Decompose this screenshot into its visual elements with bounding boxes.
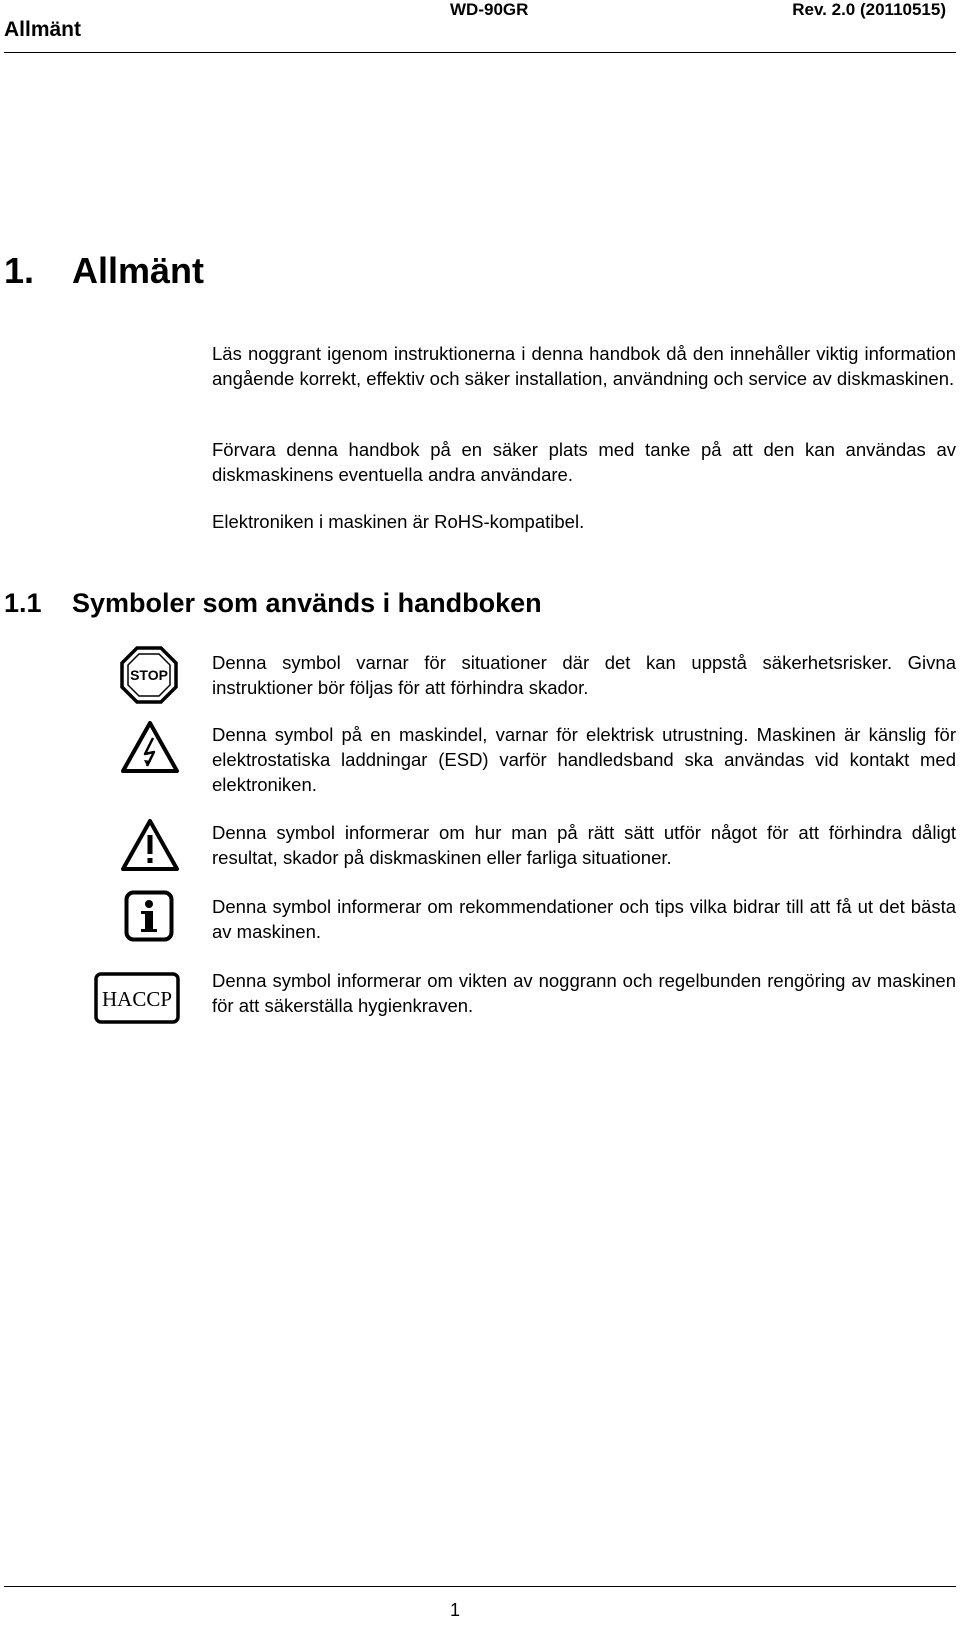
warning-icon: [120, 818, 180, 872]
page-number: 1: [449, 1600, 460, 1620]
chapter-heading: [4, 250, 204, 292]
intro-paragraph-3: Elektroniken i maskinen är RoHS-kompatibel.: [212, 511, 585, 532]
section-title: Symboler som används i handboken: [72, 588, 542, 618]
haccp-icon: [94, 972, 180, 1024]
symbol-description-haccp: Denna symbol informerar om vikten av noggrann och regelbunden rengöring av maskinen för att säkerställa hygienkraven.: [212, 970, 956, 1016]
stop-icon: [120, 646, 178, 704]
symbol-description-warning: Denna symbol informerar om hur man på rätt sätt utför något för att förhindra dåligt resultat, skador på diskmaskinen eller farliga situationer.: [212, 822, 956, 868]
haccp-icon-label: HACCP: [101, 987, 173, 1011]
header-model: WD-90GR: [450, 0, 529, 19]
header-section-title: Allmänt: [4, 18, 82, 41]
section-number: 1.1: [4, 588, 42, 618]
electrical-hazard-icon: [120, 720, 180, 774]
header-divider: [4, 52, 956, 53]
symbol-description-info: Denna symbol informerar om rekommendationer och tips vilka bidrar till att få ut det bästa av maskinen.: [212, 896, 956, 942]
symbol-description-electrical: Denna symbol på en maskindel, varnar för elektrisk utrustning. Maskinen är känslig för elektrostatiska laddningar (ESD) varför handledsband ska användas vid kontakt med elektroniken.: [212, 724, 956, 795]
intro-paragraph-1: Läs noggrant igenom instruktionerna i denna handbok då den innehåller viktig information angående korrekt, effektiv och säker installation, användning och service av diskmaskinen.: [212, 343, 956, 389]
footer-divider: [4, 1586, 956, 1587]
intro-paragraph-2: Förvara denna handbok på en säker plats med tanke på att den kan användas av diskmaskinens eventuella andra användare.: [212, 439, 956, 485]
section-heading: [4, 588, 542, 619]
info-icon: [124, 890, 174, 942]
chapter-title: Allmänt: [72, 250, 205, 291]
chapter-number: 1.: [4, 250, 35, 291]
symbol-description-stop: Denna symbol varnar för situationer där det kan uppstå säkerhetsrisker. Givna instruktioner bör följas för att förhindra skador.: [212, 652, 956, 698]
header-revision: Rev. 2.0 (20110515): [792, 0, 946, 19]
stop-icon-label: STOP: [130, 667, 168, 683]
